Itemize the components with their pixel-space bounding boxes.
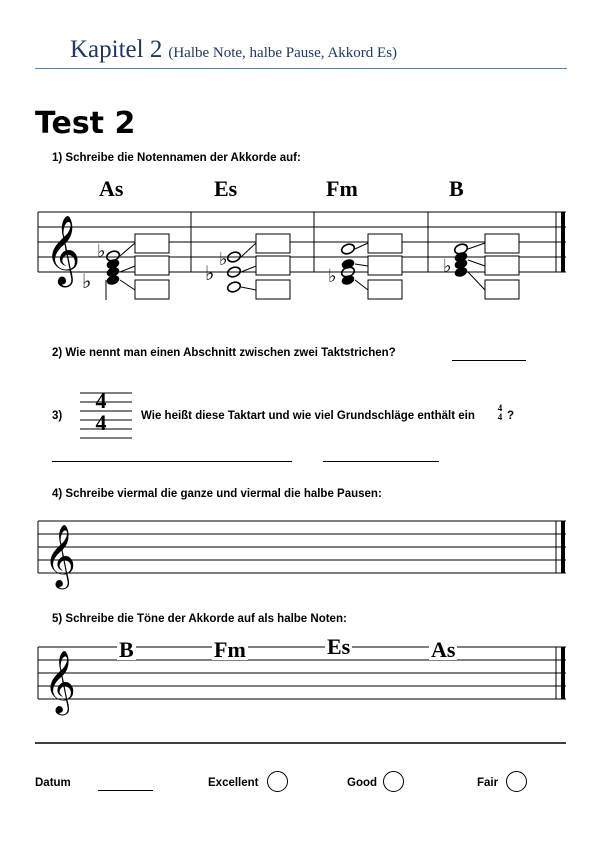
q4-staff	[38, 521, 566, 590]
chapter-title: Kapitel 2	[70, 36, 163, 63]
q1-chord-4	[443, 243, 469, 279]
svg-text:♭: ♭	[219, 249, 228, 269]
q1-answer-box[interactable]	[135, 280, 169, 299]
rating-label-fair: Fair	[477, 777, 499, 789]
question-2-text: 2) Wie nennt man einen Abschnitt zwischen zwei Taktstrichen?	[52, 347, 396, 359]
q2-answer-line[interactable]	[452, 360, 526, 361]
q1-answer-box[interactable]	[135, 256, 169, 275]
q5-chord-label-1: B	[119, 637, 134, 662]
q1-answer-box[interactable]	[485, 280, 519, 299]
treble-clef-icon: 𝄞	[45, 217, 81, 283]
test-title: Test 2	[35, 106, 136, 141]
rating-circle-fair[interactable]	[506, 771, 527, 792]
q3-inline-time-sig-top: 4	[497, 403, 503, 413]
q5-chord-label-2: Fm	[214, 637, 246, 662]
question-5-text: 5) Schreibe die Töne der Akkorde auf als halbe Noten:	[52, 613, 347, 625]
q1-answer-box[interactable]	[485, 234, 519, 253]
q1-chord-1	[82, 241, 121, 300]
q1-chord-label-4: B	[449, 176, 464, 201]
rating-label-good: Good	[347, 777, 378, 789]
svg-text:♭: ♭	[443, 256, 452, 276]
q3-answer-line-2[interactable]	[323, 461, 439, 462]
q1-answer-box[interactable]	[135, 234, 169, 253]
q3-question-mark: ?	[507, 410, 515, 422]
q1-answer-box[interactable]	[485, 256, 519, 275]
q5-chord-label-3: Es	[327, 634, 351, 659]
q1-answer-box[interactable]	[256, 280, 290, 299]
q1-answer-box[interactable]	[256, 234, 290, 253]
svg-text:♭: ♭	[82, 271, 92, 293]
q5-chord-label-4: As	[431, 637, 456, 662]
q3-time-sig-bottom: 4	[95, 410, 107, 435]
q3-answer-line-1[interactable]	[52, 461, 292, 462]
svg-text:♭: ♭	[328, 266, 337, 286]
q1-answer-box[interactable]	[368, 234, 402, 253]
chapter-subtitle: (Halbe Note, halbe Pause, Akkord Es)	[168, 45, 398, 61]
q1-answer-box[interactable]	[368, 280, 402, 299]
question-3-text: Wie heißt diese Taktart und wie viel Grundschläge enthält ein	[141, 410, 475, 422]
date-answer-line[interactable]	[98, 790, 153, 791]
q1-chord-label-1: As	[99, 176, 124, 201]
rating-circle-excellent[interactable]	[267, 771, 288, 792]
q1-chord-3	[328, 243, 356, 287]
rating-circle-good[interactable]	[383, 771, 404, 792]
q1-chord-label-2: Es	[214, 176, 238, 201]
question-1-text: 1) Schreibe die Notennamen der Akkorde auf:	[52, 152, 301, 164]
svg-text:♭: ♭	[97, 241, 106, 261]
question-3-number: 3)	[52, 410, 63, 422]
q3-time-sig-top: 4	[95, 388, 107, 413]
q1-answer-box[interactable]	[256, 256, 290, 275]
q1-chord-2	[205, 249, 242, 293]
q3-inline-time-sig-bottom: 4	[497, 412, 503, 422]
q3-inline-time-signature	[496, 404, 504, 422]
q1-chord-label-3: Fm	[326, 176, 358, 201]
question-4-text: 4) Schreibe viermal die ganze und viermal die halbe Pausen:	[52, 488, 382, 500]
q3-time-signature	[93, 390, 109, 434]
treble-clef-icon: 𝄞	[44, 526, 76, 586]
treble-clef-icon: 𝄞	[44, 652, 76, 712]
date-label: Datum	[35, 777, 71, 789]
q1-answer-box[interactable]	[368, 256, 402, 275]
rating-label-excellent: Excellent	[208, 777, 259, 789]
svg-text:♭: ♭	[205, 263, 215, 285]
